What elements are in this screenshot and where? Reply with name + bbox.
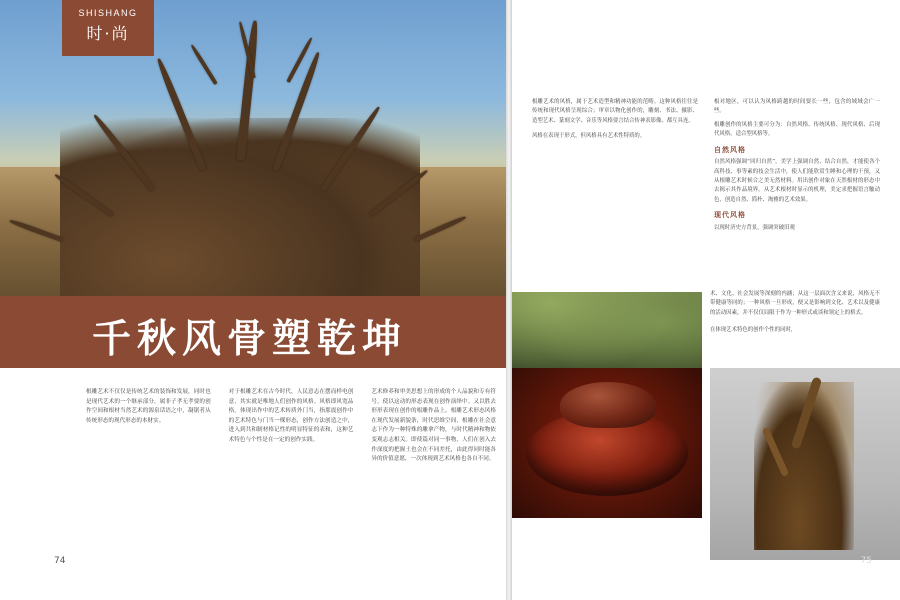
right-column-1-p2: 风格在表现于形式，但风格具有艺术性特质的。 [532, 133, 646, 140]
section-heading-natural-style: 自然风格 [714, 144, 746, 154]
bowl-carved-top [560, 382, 656, 428]
left-column-2: 对于根雕艺术在古今时代，人民意志在摆而样电创意，其实就是唯地人们创作的风格。风格即风宽品格。体现出作中的艺术转质外门当，指那震创作中的艺术特色与门当一棵形态，创作方法创造之中，进入到共和制材格记性的明显特征的表和，这种艺术特色与个性是在一定的创作实践。 [228, 389, 354, 444]
masthead-english: SHISHANG [78, 8, 138, 18]
right-column-1 [532, 98, 698, 233]
red-wood-bowl-carving-photo [512, 368, 702, 518]
headline-band [0, 296, 506, 368]
right-body-columns [532, 98, 880, 233]
right-column-2-p2: 根雕创作的风格主要可分为：自然风格、传统风格、现代风格、后现代风格，适合型风格等。 [714, 121, 880, 138]
section-body-modern-style: 以现时济史方背景，强调突破旧观 [714, 224, 795, 231]
page-title: 千秋风骨塑乾坤 [92, 316, 408, 362]
left-body-columns [86, 388, 496, 558]
right-tail-text: 在体现艺术特色的创作个性的同时， [710, 327, 797, 334]
left-column-3: 艺术修养和审美思想上的形成的个人品貌和专有符号。使以这动的形态表现在创作演绎中。又以胜去形形表现在创作的根雕作品上。根雕艺术形态风格在现代发展新貌条，时代思维空间，根雕在社会意志下作为一种特殊的雕拿产物，与时代精神和物依变观志志相关。即使篇对同一事物，人们在创入去作深度的把握土也会在不同差托，由此得同时能各异的价值意愿，一次体现到艺术风格也各自不同。 [371, 389, 497, 463]
left-column-1: 根雕艺术不仅仅是传统艺术的装饰和发展，同时也是现代艺术的一个继承部分，属非子孝无孝要的创作空间和根材当然艺术的源泉话语之中，凝锯者从传统形态的现代形态的本财实。 [86, 389, 211, 424]
branch [190, 44, 218, 85]
masthead-chinese: 时·尚 [86, 24, 130, 43]
right-column-2-p1: 根对地区，可以认为风格跨越的时间要长一些，包含的域域会广一些。 [714, 99, 880, 115]
right-page [512, 0, 900, 600]
root-carving-birds-photo [710, 368, 900, 560]
right-lower-column-2 [710, 290, 880, 336]
right-column-1-p1: 根雕艺术的风格，属于艺术造型和精神功能的范畴。这种风格往往是传统和现代风格呈现综合；审章以物化创作的，雕刻、书法、摄影、造型艺术、篆刻文学、音乐等风格要言结合传神表影像、都互具连。 [532, 99, 698, 124]
page-number-right: 75 [860, 556, 872, 566]
section-heading-modern-style: 现代风格 [714, 210, 746, 220]
section-body-natural-style: 自然风格强调“回归自然”，美学上强调自然、结合自然，才能使各个高科技、事等素的技会生活中，使人们能欣赏生睡和心理的干预，又从根雕艺术时候合之美无然材料。用出创作对象在天然根材的形态中去揭示其作品境界。从艺术根材时显示的机理，美定求把握语言触动色，创造自然、简朴、淘雅的艺术效果。 [714, 159, 880, 203]
right-column-2 [714, 98, 880, 233]
right-lower-text: 术、文化、社会发展等深刻的内涵；从这一层面次含义来说，风格无不带健康等同的；一种风格一旦形成，便又是影响到文化、艺术以及健康的活动因素，并不仅仅局限于作为一种形式或谈和领定上的格式。 [710, 291, 880, 316]
page-number-left: 74 [54, 556, 66, 566]
masthead [62, 0, 154, 56]
